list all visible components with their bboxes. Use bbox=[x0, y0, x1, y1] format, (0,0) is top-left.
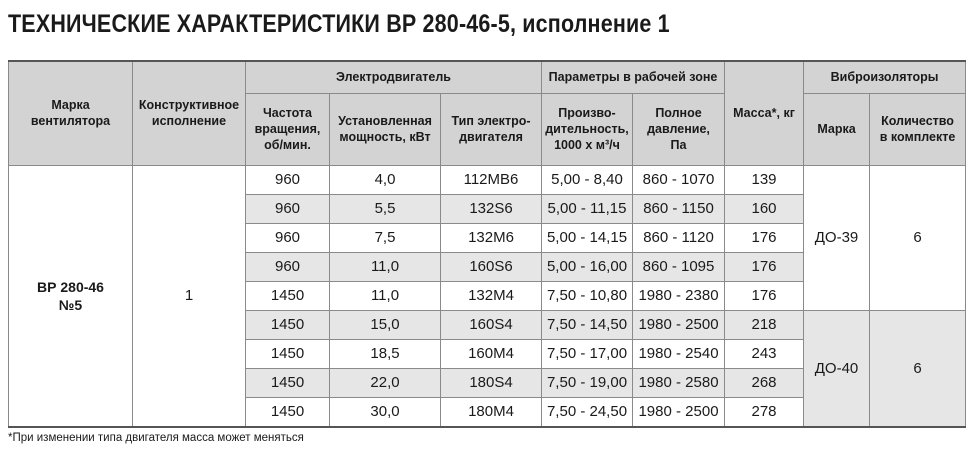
motor-type-cell: 160S6 bbox=[441, 252, 542, 281]
table-row bbox=[9, 165, 966, 194]
header-motor-type: Тип электро- двигателя bbox=[441, 93, 542, 165]
motor-type-cell: 160M4 bbox=[441, 339, 542, 368]
pressure-cell: 860 - 1095 bbox=[633, 252, 725, 281]
motor-type-cell: 180S4 bbox=[441, 368, 542, 397]
spec-table bbox=[8, 60, 966, 428]
capacity-cell: 7,50 - 17,00 bbox=[542, 339, 633, 368]
motor-type-cell: 160S4 bbox=[441, 310, 542, 339]
motor-type-cell: 112MB6 bbox=[441, 165, 542, 194]
rpm-cell: 1450 bbox=[246, 397, 330, 427]
mass-cell: 268 bbox=[725, 368, 804, 397]
power-cell: 30,0 bbox=[330, 397, 441, 427]
header-pressure: Полное давление, Па bbox=[633, 93, 725, 165]
header-power: Установленная мощность, кВт bbox=[330, 93, 441, 165]
vibro-qty-cell: 6 bbox=[870, 165, 966, 310]
capacity-cell: 5,00 - 11,15 bbox=[542, 194, 633, 223]
pressure-cell: 860 - 1070 bbox=[633, 165, 725, 194]
page-title: ТЕХНИЧЕСКИЕ ХАРАКТЕРИСТИКИ ВР 280-46-5, исполнение 1 bbox=[8, 10, 670, 38]
power-cell: 7,5 bbox=[330, 223, 441, 252]
power-cell: 18,5 bbox=[330, 339, 441, 368]
header-motor-group: Электродвигатель bbox=[246, 61, 542, 93]
capacity-cell: 5,00 - 16,00 bbox=[542, 252, 633, 281]
footnote: *При изменении типа двигателя масса может меняться bbox=[8, 432, 304, 444]
capacity-cell: 5,00 - 8,40 bbox=[542, 165, 633, 194]
power-cell: 11,0 bbox=[330, 252, 441, 281]
rpm-cell: 1450 bbox=[246, 281, 330, 310]
mass-cell: 243 bbox=[725, 339, 804, 368]
rpm-cell: 960 bbox=[246, 252, 330, 281]
header-vibro-brand: Марка bbox=[804, 93, 870, 165]
motor-type-cell: 132M4 bbox=[441, 281, 542, 310]
pressure-cell: 1980 - 2540 bbox=[633, 339, 725, 368]
header-mass: Масса*, кг bbox=[725, 61, 804, 165]
pressure-cell: 860 - 1120 bbox=[633, 223, 725, 252]
capacity-cell: 7,50 - 19,00 bbox=[542, 368, 633, 397]
mass-cell: 278 bbox=[725, 397, 804, 427]
capacity-cell: 5,00 - 14,15 bbox=[542, 223, 633, 252]
rpm-cell: 1450 bbox=[246, 368, 330, 397]
mass-cell: 160 bbox=[725, 194, 804, 223]
mass-cell: 218 bbox=[725, 310, 804, 339]
rpm-cell: 1450 bbox=[246, 339, 330, 368]
model-cell bbox=[9, 165, 133, 427]
capacity-cell: 7,50 - 24,50 bbox=[542, 397, 633, 427]
header-model: Марка вентилятора bbox=[9, 61, 133, 165]
model-number: №5 bbox=[58, 296, 83, 313]
header-work-zone-group: Параметры в рабочей зоне bbox=[542, 61, 725, 93]
rpm-cell: 960 bbox=[246, 223, 330, 252]
model-name: ВР 280-46 bbox=[37, 278, 104, 295]
rpm-cell: 960 bbox=[246, 194, 330, 223]
header-execution: Конструктивное исполнение bbox=[133, 61, 246, 165]
motor-type-cell: 132M6 bbox=[441, 223, 542, 252]
mass-cell: 176 bbox=[725, 252, 804, 281]
capacity-cell: 7,50 - 10,80 bbox=[542, 281, 633, 310]
mass-cell: 176 bbox=[725, 281, 804, 310]
capacity-cell: 7,50 - 14,50 bbox=[542, 310, 633, 339]
power-cell: 11,0 bbox=[330, 281, 441, 310]
mass-cell: 139 bbox=[725, 165, 804, 194]
power-cell: 15,0 bbox=[330, 310, 441, 339]
power-cell: 4,0 bbox=[330, 165, 441, 194]
execution-cell: 1 bbox=[133, 165, 246, 427]
pressure-cell: 1980 - 2500 bbox=[633, 397, 725, 427]
vibro-qty-cell: 6 bbox=[870, 310, 966, 427]
header-vibro-group: Виброизоляторы bbox=[804, 61, 966, 93]
mass-cell: 176 bbox=[725, 223, 804, 252]
rpm-cell: 1450 bbox=[246, 310, 330, 339]
motor-type-cell: 180M4 bbox=[441, 397, 542, 427]
motor-type-cell: 132S6 bbox=[441, 194, 542, 223]
header-vibro-qty: Количество в комплекте bbox=[870, 93, 966, 165]
pressure-cell: 1980 - 2500 bbox=[633, 310, 725, 339]
power-cell: 5,5 bbox=[330, 194, 441, 223]
header-rpm: Частота вращения, об/мин. bbox=[246, 93, 330, 165]
vibro-brand-cell: ДО-40 bbox=[804, 310, 870, 427]
pressure-cell: 1980 - 2380 bbox=[633, 281, 725, 310]
power-cell: 22,0 bbox=[330, 368, 441, 397]
pressure-cell: 1980 - 2580 bbox=[633, 368, 725, 397]
pressure-cell: 860 - 1150 bbox=[633, 194, 725, 223]
vibro-brand-cell: ДО-39 bbox=[804, 165, 870, 310]
rpm-cell: 960 bbox=[246, 165, 330, 194]
header-capacity: Произво- дительность, 1000 х м³/ч bbox=[542, 93, 633, 165]
